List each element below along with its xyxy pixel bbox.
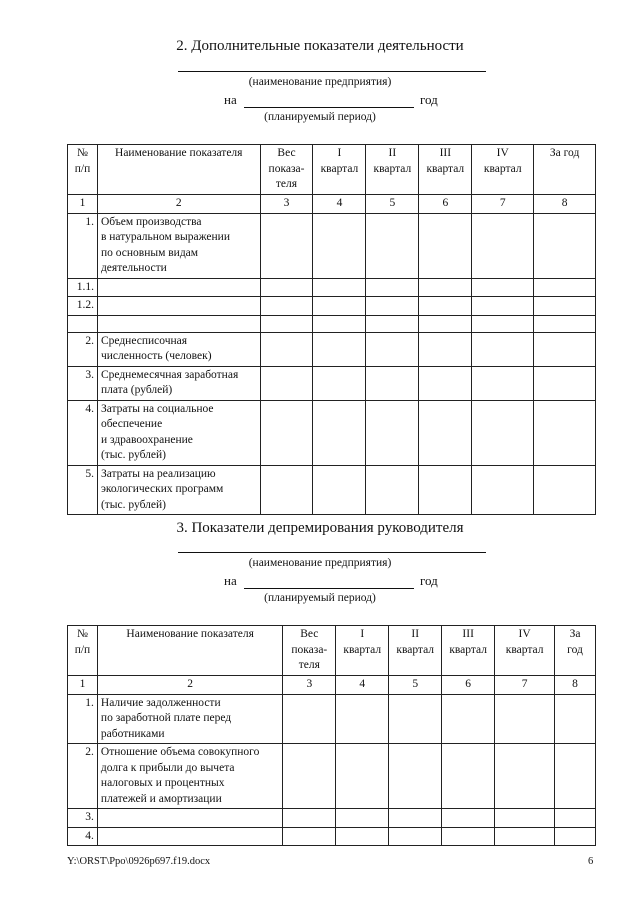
row-number: 4. (68, 400, 98, 465)
indicator-name-line: экологических программ (100, 483, 224, 495)
indicator-name (97, 366, 260, 400)
period-prefix: на (224, 92, 237, 107)
row-number: 1. (68, 694, 98, 744)
col-number: 4 (313, 195, 366, 214)
indicator-name (97, 809, 282, 828)
value-cell[interactable] (495, 827, 555, 846)
value-cell[interactable] (534, 465, 596, 515)
value-cell[interactable] (534, 213, 596, 278)
indicator-name-line: (тыс. рублей) (100, 498, 166, 511)
value-cell[interactable] (389, 809, 442, 828)
value-cell[interactable] (472, 278, 534, 297)
value-cell[interactable] (336, 809, 389, 828)
indicator-name-line: обеспечение (100, 418, 163, 430)
header-weight: Вес показа- теля (283, 626, 336, 676)
period-suffix: год (420, 573, 438, 588)
value-cell[interactable] (555, 827, 596, 846)
row-number: 1.2. (68, 297, 98, 316)
section2-title: 2. Дополнительные показатели деятельности (176, 38, 464, 54)
indicator-name (97, 744, 282, 809)
row-number (68, 315, 98, 332)
value-cell[interactable] (419, 213, 472, 278)
table-row (68, 694, 596, 744)
indicator-name (97, 465, 260, 515)
indicator-name (97, 332, 260, 366)
header-row (68, 145, 596, 195)
header-weight: Вес показа- теля (260, 145, 313, 195)
value-cell[interactable] (313, 465, 366, 515)
value-cell[interactable] (534, 278, 596, 297)
value-cell[interactable] (366, 465, 419, 515)
value-cell[interactable] (283, 744, 336, 809)
value-cell[interactable] (389, 827, 442, 846)
row-number: 4. (68, 827, 98, 846)
indicator-name-line: и здравоохранение (100, 433, 193, 446)
value-cell[interactable] (260, 297, 313, 316)
header-name: Наименование показателя (97, 626, 282, 676)
value-cell[interactable] (555, 694, 596, 744)
table-row (68, 315, 596, 332)
period-suffix: год (420, 92, 438, 107)
column-number-row (68, 676, 596, 695)
value-cell[interactable] (260, 332, 313, 366)
indicator-name-line: платежей и амортизации (100, 792, 222, 805)
indicator-name-line: по заработной плате перед (100, 712, 232, 724)
value-cell[interactable] (555, 809, 596, 828)
table-row (68, 465, 596, 515)
value-cell[interactable] (366, 366, 419, 400)
header-q3: III квартал (419, 145, 472, 195)
value-cell[interactable] (472, 366, 534, 400)
value-cell[interactable] (313, 315, 366, 332)
col-number: 5 (389, 676, 442, 695)
value-cell[interactable] (260, 366, 313, 400)
indicator-name-line: в натуральном выражении (100, 231, 230, 243)
indicator-name (97, 297, 260, 316)
value-cell[interactable] (366, 278, 419, 297)
value-cell[interactable] (260, 400, 313, 465)
col-number: 2 (97, 676, 282, 695)
row-number: 1. (68, 213, 98, 278)
row-number: 5. (68, 465, 98, 515)
period-caption: (планируемый период) (264, 592, 376, 604)
col-number: 8 (534, 195, 596, 214)
header-row (68, 626, 596, 676)
col-number: 6 (419, 195, 472, 214)
value-cell[interactable] (389, 744, 442, 809)
value-cell[interactable] (495, 809, 555, 828)
row-number: 2. (68, 744, 98, 809)
value-cell[interactable] (313, 297, 366, 316)
indicator-name-line: налоговых и процентных (100, 777, 225, 789)
value-cell[interactable] (260, 213, 313, 278)
col-number: 8 (555, 676, 596, 695)
row-number: 2. (68, 332, 98, 366)
indicator-name-line: деятельности (100, 262, 167, 274)
value-cell[interactable] (366, 213, 419, 278)
value-cell[interactable] (534, 297, 596, 316)
value-cell[interactable] (260, 315, 313, 332)
table-row (68, 809, 596, 828)
value-cell[interactable] (534, 332, 596, 366)
indicator-name-line: работниками (100, 727, 165, 740)
col-number: 3 (283, 676, 336, 695)
section3-title: 3. Показатели депремирования руководителя (176, 520, 464, 536)
value-cell[interactable] (472, 465, 534, 515)
value-cell[interactable] (419, 315, 472, 332)
value-cell[interactable] (534, 315, 596, 332)
value-cell[interactable] (442, 744, 495, 809)
table-row (68, 400, 596, 465)
value-cell[interactable] (534, 400, 596, 465)
table-row (68, 213, 596, 278)
indicator-name-line: долга к прибыли до вычета (100, 761, 235, 774)
table-row (68, 744, 596, 809)
header-name: Наименование показателя (97, 145, 260, 195)
value-cell[interactable] (366, 332, 419, 366)
period-caption: (планируемый период) (264, 111, 376, 123)
indicator-name-line: численность (человек) (100, 350, 212, 362)
value-cell[interactable] (260, 465, 313, 515)
row-number: 3. (68, 809, 98, 828)
header-q1: I квартал (336, 626, 389, 676)
value-cell[interactable] (555, 744, 596, 809)
value-cell[interactable] (283, 827, 336, 846)
indicator-name-line: Наличие задолженности (100, 696, 221, 709)
indicator-name-line: Среднемесячная заработная (100, 368, 239, 381)
period-prefix: на (224, 573, 237, 588)
col-number: 4 (336, 676, 389, 695)
footer-file-path: Y:\ORST\Ppo\0926p697.f19.docx (67, 856, 211, 867)
value-cell[interactable] (283, 694, 336, 744)
value-cell[interactable] (419, 400, 472, 465)
header-q4: IV квартал (472, 145, 534, 195)
value-cell[interactable] (419, 332, 472, 366)
indicator-name-line: Среднесписочная (100, 334, 188, 347)
header-q3: III квартал (442, 626, 495, 676)
header-num: № п/п (68, 145, 98, 195)
header-q2: II квартал (389, 626, 442, 676)
indicator-name (97, 213, 260, 278)
indicator-name (97, 315, 260, 332)
indicator-name (97, 400, 260, 465)
value-cell[interactable] (534, 366, 596, 400)
value-cell[interactable] (366, 297, 419, 316)
table-row (68, 297, 596, 316)
indicator-name (97, 278, 260, 297)
header-year: За год (555, 626, 596, 676)
indicator-name (97, 694, 282, 744)
row-number: 3. (68, 366, 98, 400)
value-cell[interactable] (419, 297, 472, 316)
value-cell[interactable] (442, 809, 495, 828)
value-cell[interactable] (313, 400, 366, 465)
value-cell[interactable] (472, 213, 534, 278)
value-cell[interactable] (495, 744, 555, 809)
value-cell[interactable] (472, 400, 534, 465)
header-q4: IV квартал (495, 626, 555, 676)
value-cell[interactable] (495, 694, 555, 744)
table-row (68, 366, 596, 400)
table-row (68, 332, 596, 366)
value-cell[interactable] (419, 465, 472, 515)
value-cell[interactable] (472, 332, 534, 366)
value-cell[interactable] (336, 827, 389, 846)
col-number: 5 (366, 195, 419, 214)
value-cell[interactable] (313, 332, 366, 366)
value-cell[interactable] (283, 809, 336, 828)
header-q2: II квартал (366, 145, 419, 195)
column-number-row (68, 195, 596, 214)
section2-table (67, 144, 596, 515)
period-line (244, 588, 414, 589)
section3-table (67, 625, 596, 846)
value-cell[interactable] (472, 297, 534, 316)
period-line (244, 107, 414, 108)
value-cell[interactable] (313, 366, 366, 400)
value-cell[interactable] (336, 694, 389, 744)
value-cell[interactable] (313, 213, 366, 278)
indicator-name-line: Отношение объема совокупного (100, 746, 260, 758)
value-cell[interactable] (442, 827, 495, 846)
col-number: 1 (68, 195, 98, 214)
org-name-caption: (наименование предприятия) (248, 557, 392, 569)
col-number: 1 (68, 676, 98, 695)
indicator-name-line: Затраты на социальное (100, 402, 214, 415)
col-number: 3 (260, 195, 313, 214)
indicator-name-line: Затраты на реализацию (100, 467, 216, 480)
indicator-name (97, 827, 282, 846)
col-number: 6 (442, 676, 495, 695)
col-number: 2 (97, 195, 260, 214)
indicator-name-line: (тыс. рублей) (100, 449, 166, 461)
row-number: 1.1. (68, 278, 98, 297)
value-cell[interactable] (419, 278, 472, 297)
value-cell[interactable] (313, 278, 366, 297)
indicator-name-line: плата (рублей) (100, 384, 173, 396)
org-name-line (178, 71, 486, 72)
value-cell[interactable] (419, 366, 472, 400)
org-name-line (178, 552, 486, 553)
col-number: 7 (472, 195, 534, 214)
indicator-name-line: по основным видам (100, 246, 199, 259)
indicator-name-line: Объем производства (100, 215, 202, 228)
table-row (68, 827, 596, 846)
value-cell[interactable] (260, 278, 313, 297)
value-cell[interactable] (389, 694, 442, 744)
value-cell[interactable] (336, 744, 389, 809)
header-q1: I квартал (313, 145, 366, 195)
value-cell[interactable] (366, 400, 419, 465)
page-number: 6 (588, 856, 594, 867)
col-number: 7 (495, 676, 555, 695)
header-year: За год (534, 145, 596, 195)
value-cell[interactable] (442, 694, 495, 744)
header-num: № п/п (68, 626, 98, 676)
org-name-caption: (наименование предприятия) (248, 76, 392, 88)
table-row (68, 278, 596, 297)
value-cell[interactable] (366, 315, 419, 332)
value-cell[interactable] (472, 315, 534, 332)
